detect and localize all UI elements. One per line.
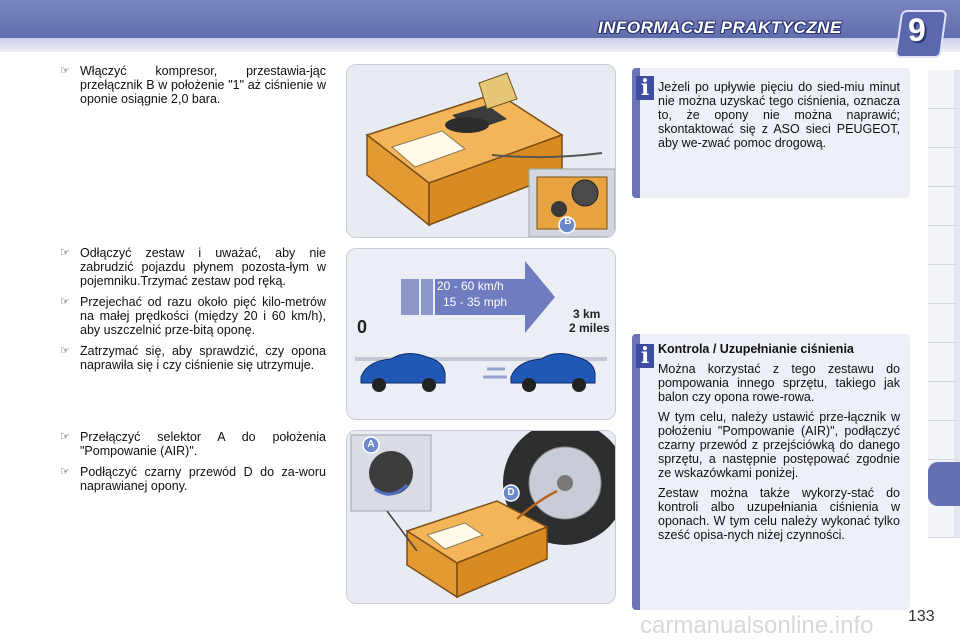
- chapter-number: 9: [908, 12, 926, 48]
- info-icon: i: [636, 344, 654, 368]
- distance-km-label: 3 km: [573, 307, 601, 321]
- hand-pointer-icon: ☞: [60, 431, 70, 443]
- side-chapter-tabs: [928, 70, 960, 590]
- steps-top: [60, 64, 326, 113]
- figure-drive-distance: [346, 248, 616, 420]
- step-item: ☞ Zatrzymać się, aby sprawdzić, czy opona naprawiła się i czy ciśnienie się utrzymuje.: [60, 344, 326, 372]
- side-tab-active[interactable]: [928, 462, 960, 506]
- step-item: ☞ Przejechać od razu około pięć kilo-metrów na małej prędkości (między 20 i 60 km/h), aby uszczelnić prze-bitą oponę.: [60, 295, 326, 337]
- side-tab[interactable]: [928, 304, 960, 343]
- compressor-wheel-illustration: [347, 431, 615, 603]
- step-item: ☞ Przełączyć selektor A do położenia "Pompowanie (AIR)".: [60, 430, 326, 458]
- speed-mph-label: 15 - 35 mph: [443, 295, 508, 309]
- step-item: ☞ Podłączyć czarny przewód D do za-woru naprawianej opony.: [60, 465, 326, 493]
- side-tab[interactable]: [928, 421, 960, 460]
- side-tab[interactable]: [928, 70, 960, 109]
- info-icon: i: [636, 76, 654, 100]
- step-item: ☞ Odłączyć zestaw i uważać, aby nie zabrudzić pojazdu płynem pozosta-łym w pojemniku.Trzymać zestaw pod ręką.: [60, 246, 326, 288]
- side-tab[interactable]: [928, 187, 960, 226]
- info-text: Jeżeli po upływie pięciu do sied-miu minut nie można uzyskać tego ciśnienia, oznacza to, że opony nie można naprawić; skontaktować się z ASO sieci PEUGEOT, aby we-zwać pomoc drogową.: [658, 80, 900, 150]
- page-number: 133: [908, 608, 935, 625]
- start-distance-label: 0: [357, 317, 368, 337]
- side-tab[interactable]: [928, 148, 960, 187]
- info-box-pressure-warning: [632, 68, 910, 198]
- info-box-pressure-check: [632, 334, 910, 610]
- label-b: B: [564, 216, 572, 227]
- watermark: carmanualsonline.info: [640, 612, 874, 639]
- side-tab[interactable]: [928, 265, 960, 304]
- steps-middle: [60, 246, 326, 379]
- side-tab[interactable]: [928, 343, 960, 382]
- info-text: Kontrola / Uzupełnianie ciśnienia Można korzystać z tego zestawu do pompowania innego sprzętu, takiego jak balon czy opona rowe-rowa. W tym celu, należy ustawić prze-łącznik w położeniu "Pompowanie (AIR)", podłączyć czarny przewód z przejściówką do danego sprzętu, a następnie postępować zgodnie ze wskazówkami poniżej. Zestaw można także wykorzy-stać do kontroli albo uzupełniania ciśnienia w oponach. W tym celu należy wykonać tylko sześć opisa-nych niżej czynności.: [658, 342, 900, 542]
- compressor-illustration: [347, 65, 615, 237]
- hand-pointer-icon: ☞: [60, 345, 70, 357]
- label-d: D: [507, 487, 515, 498]
- figure-compressor-switch: [346, 64, 616, 238]
- hand-pointer-icon: ☞: [60, 296, 70, 308]
- info-heading: Kontrola / Uzupełnianie ciśnienia: [658, 342, 854, 356]
- page-title: INFORMACJE PRAKTYCZNE: [598, 18, 842, 37]
- hand-pointer-icon: ☞: [60, 65, 70, 77]
- header-stripe: [0, 38, 960, 52]
- side-tab[interactable]: [928, 109, 960, 148]
- speed-kmh-label: 20 - 60 km/h: [437, 279, 504, 293]
- label-a: A: [367, 439, 375, 450]
- side-tab[interactable]: [928, 382, 960, 421]
- figure-selector-hose: [346, 430, 616, 604]
- side-tab[interactable]: [928, 226, 960, 265]
- hand-pointer-icon: ☞: [60, 247, 70, 259]
- step-item: ☞ Włączyć kompresor, przestawia-jąc przełącznik B w położenie "1" aż ciśnienie w oponie osiągnie 2,0 bara.: [60, 64, 326, 106]
- distance-miles-label: 2 miles: [569, 321, 610, 335]
- steps-bottom: [60, 430, 326, 500]
- hand-pointer-icon: ☞: [60, 466, 70, 478]
